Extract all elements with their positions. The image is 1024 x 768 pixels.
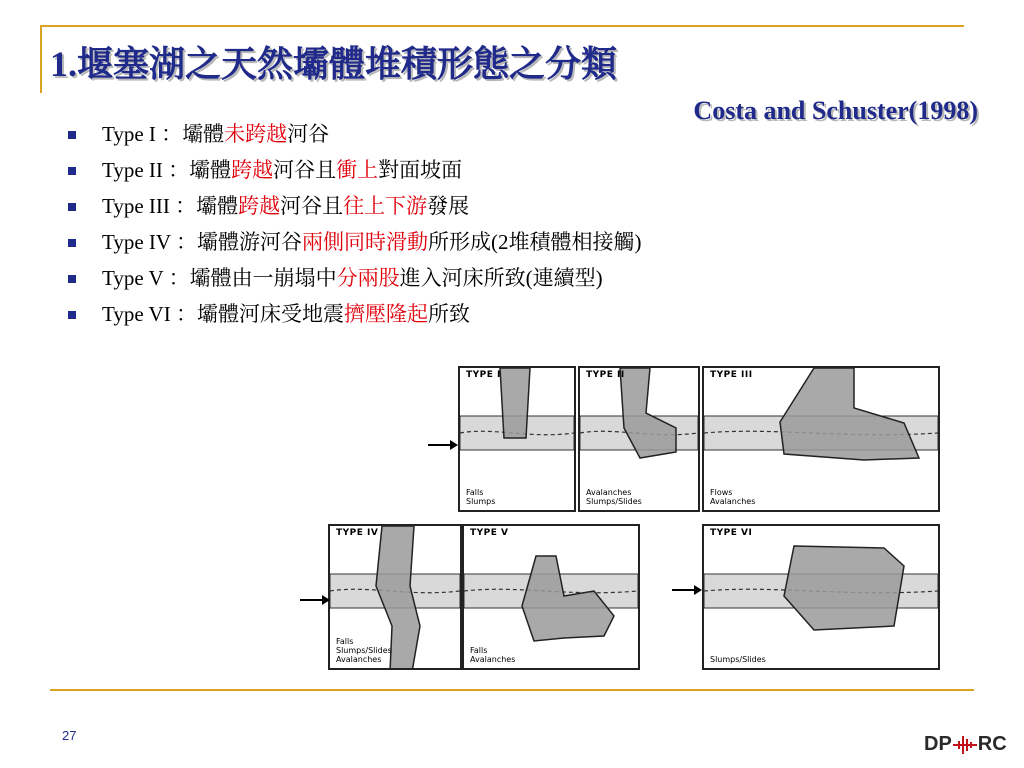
landslide-deposit	[784, 546, 904, 630]
type-item	[68, 152, 641, 188]
type-desc	[197, 230, 642, 254]
top-rule	[40, 25, 964, 27]
type-item	[68, 296, 641, 332]
logo-right: RC	[977, 733, 1007, 755]
type-label: Type II ：	[102, 158, 190, 182]
type-item	[68, 188, 641, 224]
type-label: Type IV ：	[102, 230, 197, 254]
valley-sketch	[704, 526, 938, 668]
flow-arrow-icon	[672, 585, 702, 595]
type-desc	[196, 194, 469, 218]
type-label: Type V ：	[102, 266, 190, 290]
highlight-text: 兩側同時滑動	[301, 230, 428, 254]
type-desc	[190, 266, 603, 290]
figure-label: TYPE II	[586, 370, 625, 380]
figure-type-4	[328, 524, 462, 670]
figure-caption: Flows Avalanches	[710, 488, 756, 506]
bullet-icon	[68, 275, 76, 283]
left-rule	[40, 25, 42, 93]
page-number: 27	[62, 728, 77, 743]
type-item	[68, 116, 641, 152]
figure-caption: Falls Slumps/Slides Avalanches	[336, 637, 392, 664]
landslide-deposit	[780, 368, 919, 460]
figure-caption: Slumps/Slides	[710, 655, 766, 664]
figure-caption: Falls Avalanches	[470, 646, 516, 664]
highlight-text: 跨越	[238, 194, 281, 218]
landslide-deposit	[500, 368, 530, 438]
figure-caption: Avalanches Slumps/Slides	[586, 488, 642, 506]
type-desc	[182, 122, 329, 146]
figure-caption: Falls Slumps	[466, 488, 496, 506]
desc-text: 壩體河床受地震	[196, 302, 344, 326]
desc-text: 所形成(2堆積體相接觸)	[427, 230, 642, 254]
figure-label: TYPE III	[710, 370, 753, 380]
bottom-rule	[50, 689, 974, 691]
logo-left: DP	[924, 733, 952, 755]
dprc-logo	[924, 733, 1007, 756]
figure-label: TYPE IV	[336, 528, 379, 538]
figure-label: TYPE V	[470, 528, 509, 538]
desc-text: 壩體游河谷	[196, 230, 302, 254]
highlight-text: 分兩股	[336, 266, 400, 290]
bullet-icon	[68, 131, 76, 139]
desc-text: 河谷且	[280, 194, 344, 218]
type-label: Type III ：	[102, 194, 197, 218]
bullet-icon	[68, 167, 76, 175]
desc-text: 壩體	[189, 158, 232, 182]
flow-arrow-icon	[300, 595, 330, 605]
desc-text: 壩體由一崩塌中	[189, 266, 337, 290]
type-label: Type I ：	[102, 122, 183, 146]
flow-arrow-icon	[428, 440, 458, 450]
desc-text: 河谷且	[273, 158, 337, 182]
desc-text: 所致	[427, 302, 470, 326]
bullet-icon	[68, 239, 76, 247]
figure-label: TYPE I	[466, 370, 501, 380]
figure-type-3	[702, 366, 940, 512]
signal-bars-icon	[952, 734, 978, 756]
type-item	[68, 224, 641, 260]
type-desc	[189, 158, 462, 182]
desc-text: 河谷	[287, 122, 330, 146]
desc-text: 進入河床所致(連續型)	[399, 266, 603, 290]
highlight-text: 往上下游	[343, 194, 428, 218]
figure-label: TYPE VI	[710, 528, 753, 538]
figure-type-6	[702, 524, 940, 670]
slide-title: 1.堰塞湖之天然壩體堆積形態之分類	[50, 44, 618, 84]
desc-text: 壩體	[196, 194, 239, 218]
type-label: Type VI ：	[102, 302, 197, 326]
figure-type-2	[578, 366, 700, 512]
landslide-deposit	[522, 556, 614, 641]
type-list	[68, 116, 641, 332]
highlight-text: 衝上	[336, 158, 379, 182]
desc-text: 對面坡面	[378, 158, 463, 182]
desc-text: 發展	[427, 194, 470, 218]
type-item	[68, 260, 641, 296]
highlight-text: 跨越	[231, 158, 274, 182]
citation-subtitle: Costa and Schuster(1998)	[693, 96, 978, 125]
highlight-text: 擠壓隆起	[343, 302, 428, 326]
bullet-icon	[68, 203, 76, 211]
figure-type-5	[462, 524, 640, 670]
type-desc	[197, 302, 470, 326]
highlight-text: 未跨越	[224, 122, 288, 146]
desc-text: 壩體	[182, 122, 225, 146]
figure-type-1	[458, 366, 576, 512]
bullet-icon	[68, 311, 76, 319]
